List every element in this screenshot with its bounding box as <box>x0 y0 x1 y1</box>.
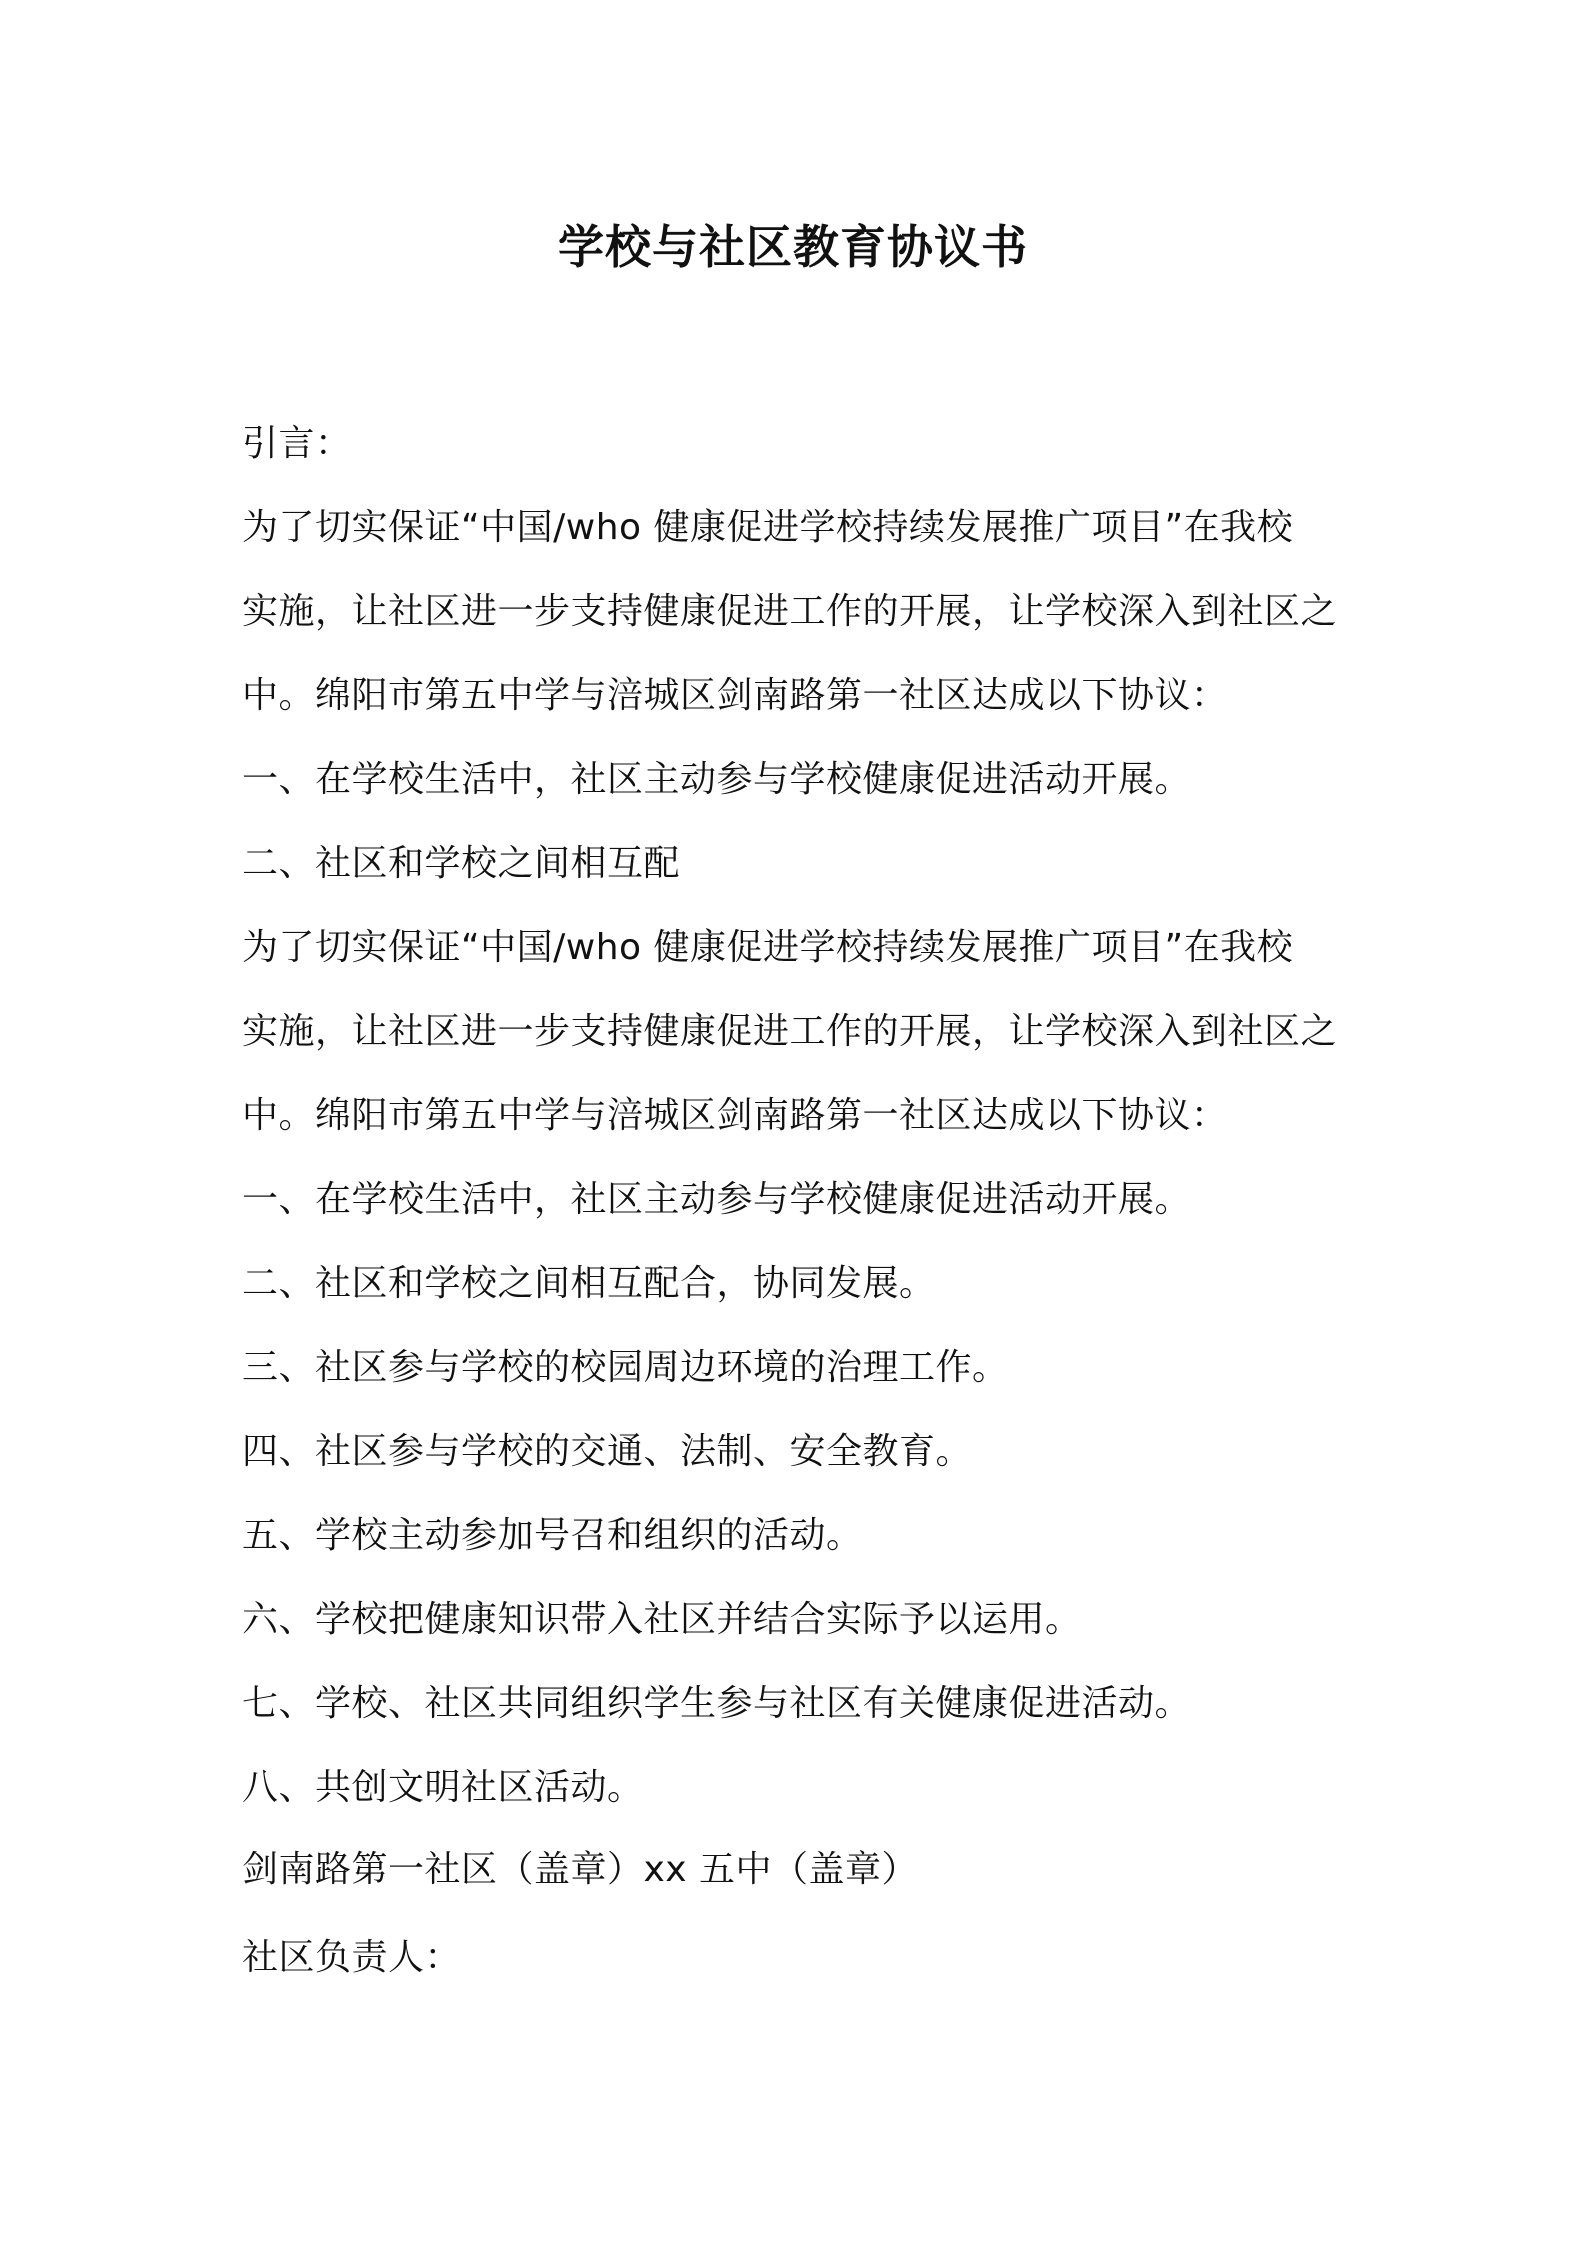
intro-heading: 引言： <box>242 423 352 464</box>
agreement-item: 二、社区和学校之间相互配合，协同发展。 <box>242 1263 936 1304</box>
agreement-item: 一、在学校生活中，社区主动参与学校健康促进活动开展。 <box>242 759 1192 800</box>
document-body <box>242 402 1362 1830</box>
agreement-item: 四、社区参与学校的交通、法制、安全教育。 <box>242 1431 973 1472</box>
agreement-item: 六、学校把健康知识带入社区并结合实际予以运用。 <box>242 1599 1082 1640</box>
responsible-person-line: 社区负责人： <box>242 1937 462 1978</box>
paragraph-line: 中。绵阳市第五中学与涪城区剑南路第一社区达成以下协议： <box>242 1095 1228 1136</box>
agreement-item: 五、学校主动参加号召和组织的活动。 <box>242 1515 863 1556</box>
agreement-item: 七、学校、社区共同组织学生参与社区有关健康促进活动。 <box>242 1683 1192 1724</box>
agreement-item: 一、在学校生活中，社区主动参与学校健康促进活动开展。 <box>242 1179 1192 1220</box>
signature-block <box>242 1826 1362 2002</box>
paragraph-line: 为了切实保证“中国/who 健康促进学校持续发展推广项目”在我校 <box>242 507 1294 548</box>
paragraph-line: 实施，让社区进一步支持健康促进工作的开展，让学校深入到社区之 <box>242 1011 1338 1052</box>
agreement-item: 二、社区和学校之间相互配 <box>242 843 681 884</box>
paragraph-line: 实施，让社区进一步支持健康促进工作的开展，让学校深入到社区之 <box>242 591 1338 632</box>
document-title: 学校与社区教育协议书 <box>558 220 1028 274</box>
paragraph-line: 为了切实保证“中国/who 健康促进学校持续发展推广项目”在我校 <box>242 927 1294 968</box>
agreement-item: 三、社区参与学校的校园周边环境的治理工作。 <box>242 1347 1009 1388</box>
agreement-item: 八、共创文明社区活动。 <box>242 1767 644 1808</box>
signature-line: 剑南路第一社区（盖章）xx 五中（盖章） <box>242 1849 919 1890</box>
paragraph-line: 中。绵阳市第五中学与涪城区剑南路第一社区达成以下协议： <box>242 675 1228 716</box>
